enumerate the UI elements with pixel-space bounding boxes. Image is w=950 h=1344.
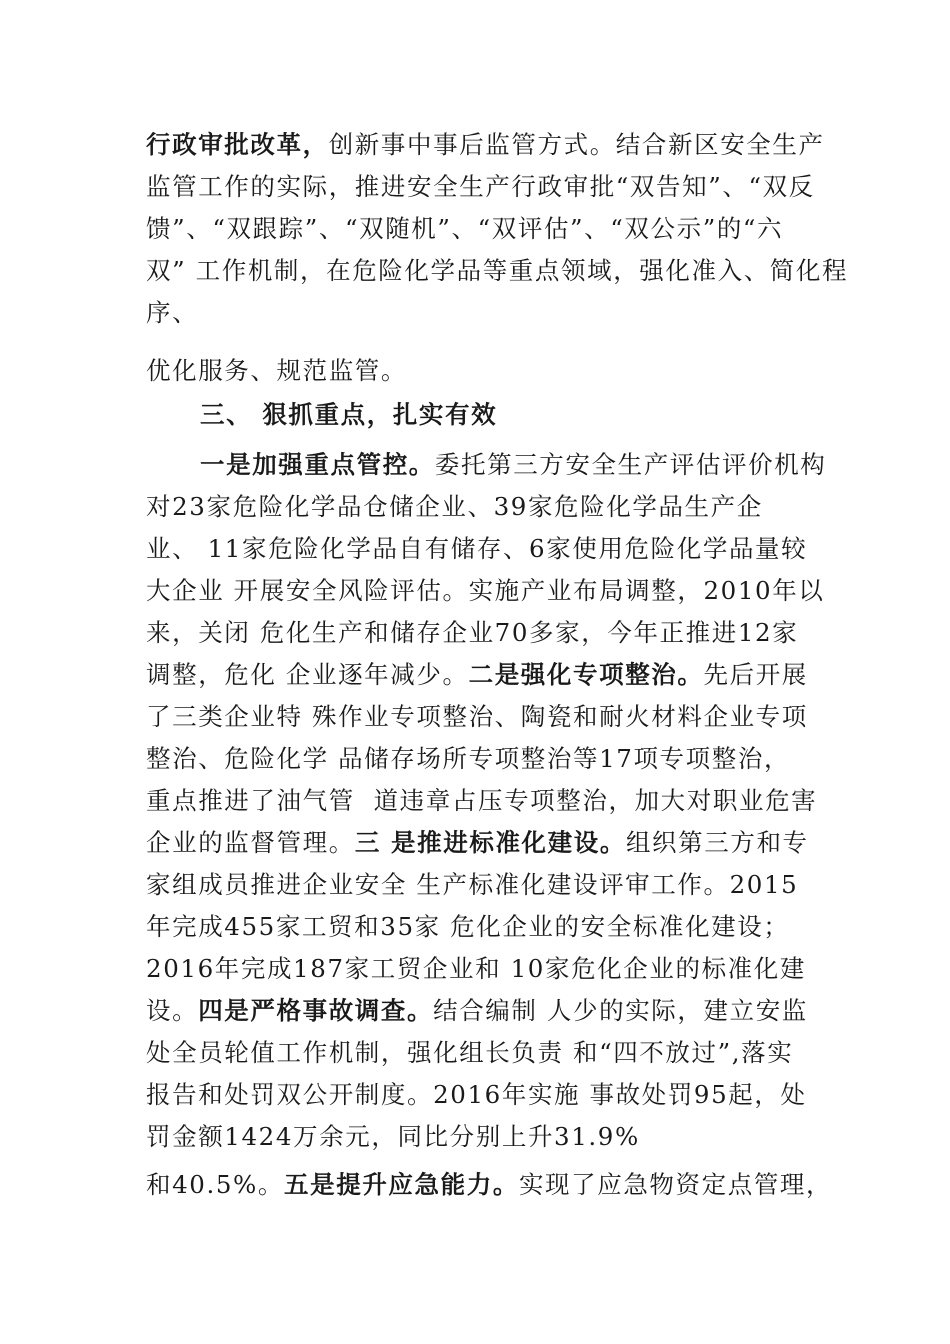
text-line-11	[146, 574, 824, 608]
text-segment: 家组成员推进企业安全 生产标准化建设评审工作。2015	[146, 870, 799, 899]
text-segment: 和40.5%。	[146, 1170, 285, 1199]
text-line-23	[146, 1078, 807, 1112]
text-segment: 优化服务、规范监管。	[146, 356, 407, 385]
text-line-3	[146, 212, 783, 246]
text-line-14	[146, 700, 808, 734]
text-line-4	[146, 254, 848, 288]
text-segment: 重点推进了油气管 道违章占压专项整治，加大对职业危害	[146, 786, 818, 815]
text-line-2	[146, 170, 815, 204]
text-line-6	[146, 354, 407, 388]
text-segment: 组织第三方和专	[625, 828, 809, 857]
text-segment: 对23家危险化学品仓储企业、39家危险化学品生产企	[146, 492, 763, 521]
text-line-18	[146, 868, 798, 902]
text-segment: 罚金额1424万余元，同比分别上升31.9%	[146, 1122, 640, 1151]
text-segment: 业、 11家危险化学品自有储存、6家使用危险化学品量较	[146, 534, 808, 563]
heading-text: 三、 狠抓重点，扎实有效	[200, 400, 498, 429]
text-segment: 先后开展	[703, 660, 808, 689]
text-segment: 结合编制 人少的实际，建立安监	[433, 996, 808, 1025]
text-segment: 一是加强重点管控。	[200, 450, 435, 479]
text-line-22	[146, 1036, 793, 1070]
text-line-21	[146, 994, 808, 1028]
text-line-20	[146, 952, 806, 986]
text-segment: 创新事中事后监管方式。结合新区安全生产	[328, 130, 825, 159]
text-segment: 大企业 开展安全风险评估。实施产业布局调整，2010年以	[146, 576, 825, 605]
text-line-8	[200, 448, 826, 482]
text-line-15	[146, 742, 790, 776]
text-segment: 了三类企业特 殊作业专项整治、陶瓷和耐火材料企业专项	[146, 702, 808, 731]
text-segment: 整治、危险化学 品储存场所专项整治等17项专项整治，	[146, 744, 791, 773]
text-segment: 报告和处罚双公开制度。2016年实施 事故处罚95起，处	[146, 1080, 807, 1109]
text-line-24	[146, 1120, 640, 1154]
text-segment: 双” 工作机制，在危险化学品等重点领域，强化准入、简化程	[146, 256, 849, 285]
text-segment: 三 是推进标准化建设。	[354, 828, 626, 857]
text-segment: 企业的监督管理。	[146, 828, 355, 857]
text-line-25	[146, 1168, 832, 1202]
text-segment: 实现了应急物资定点管理，	[518, 1170, 833, 1199]
text-segment: 委托第三方安全生产评估评价机构	[434, 450, 827, 479]
text-segment: 序、	[146, 298, 199, 327]
text-segment: 调整，危化 企业逐年减少。	[146, 660, 469, 689]
text-segment: 四是严格事故调查。	[198, 996, 434, 1025]
text-line-9	[146, 490, 763, 524]
text-segment: 处全员轮值工作机制，强化组长负责 和“四不放过”,落实	[146, 1038, 794, 1067]
text-segment: 年完成455家工贸和35家 危化企业的安全标准化建设；	[146, 912, 790, 941]
text-line-12	[146, 616, 798, 650]
text-line-10	[146, 532, 807, 566]
text-segment: 行政审批改革，	[146, 130, 329, 159]
text-line-16	[146, 784, 817, 818]
text-line-17	[146, 826, 809, 860]
text-segment: 2016年完成187家工贸企业和 10家危化企业的标准化建	[146, 954, 806, 983]
text-line-5	[146, 296, 198, 330]
text-segment: 来，关闭 危化生产和储存企业70多家，今年正推进12家	[146, 618, 799, 647]
text-segment: 馈”、“双跟踪”、“双随机”、“双评估”、“双公示”的“六	[146, 214, 784, 243]
text-segment: 设。	[146, 996, 199, 1025]
section-heading	[200, 398, 497, 432]
text-segment: 五是提升应急能力。	[284, 1170, 519, 1199]
text-line-1	[146, 128, 825, 162]
text-segment: 二是强化专项整治。	[468, 660, 704, 689]
text-line-13	[146, 658, 808, 692]
text-segment: 监管工作的实际，推进安全生产行政审批“双告知”、“双反	[146, 172, 815, 201]
text-line-19	[146, 910, 789, 944]
